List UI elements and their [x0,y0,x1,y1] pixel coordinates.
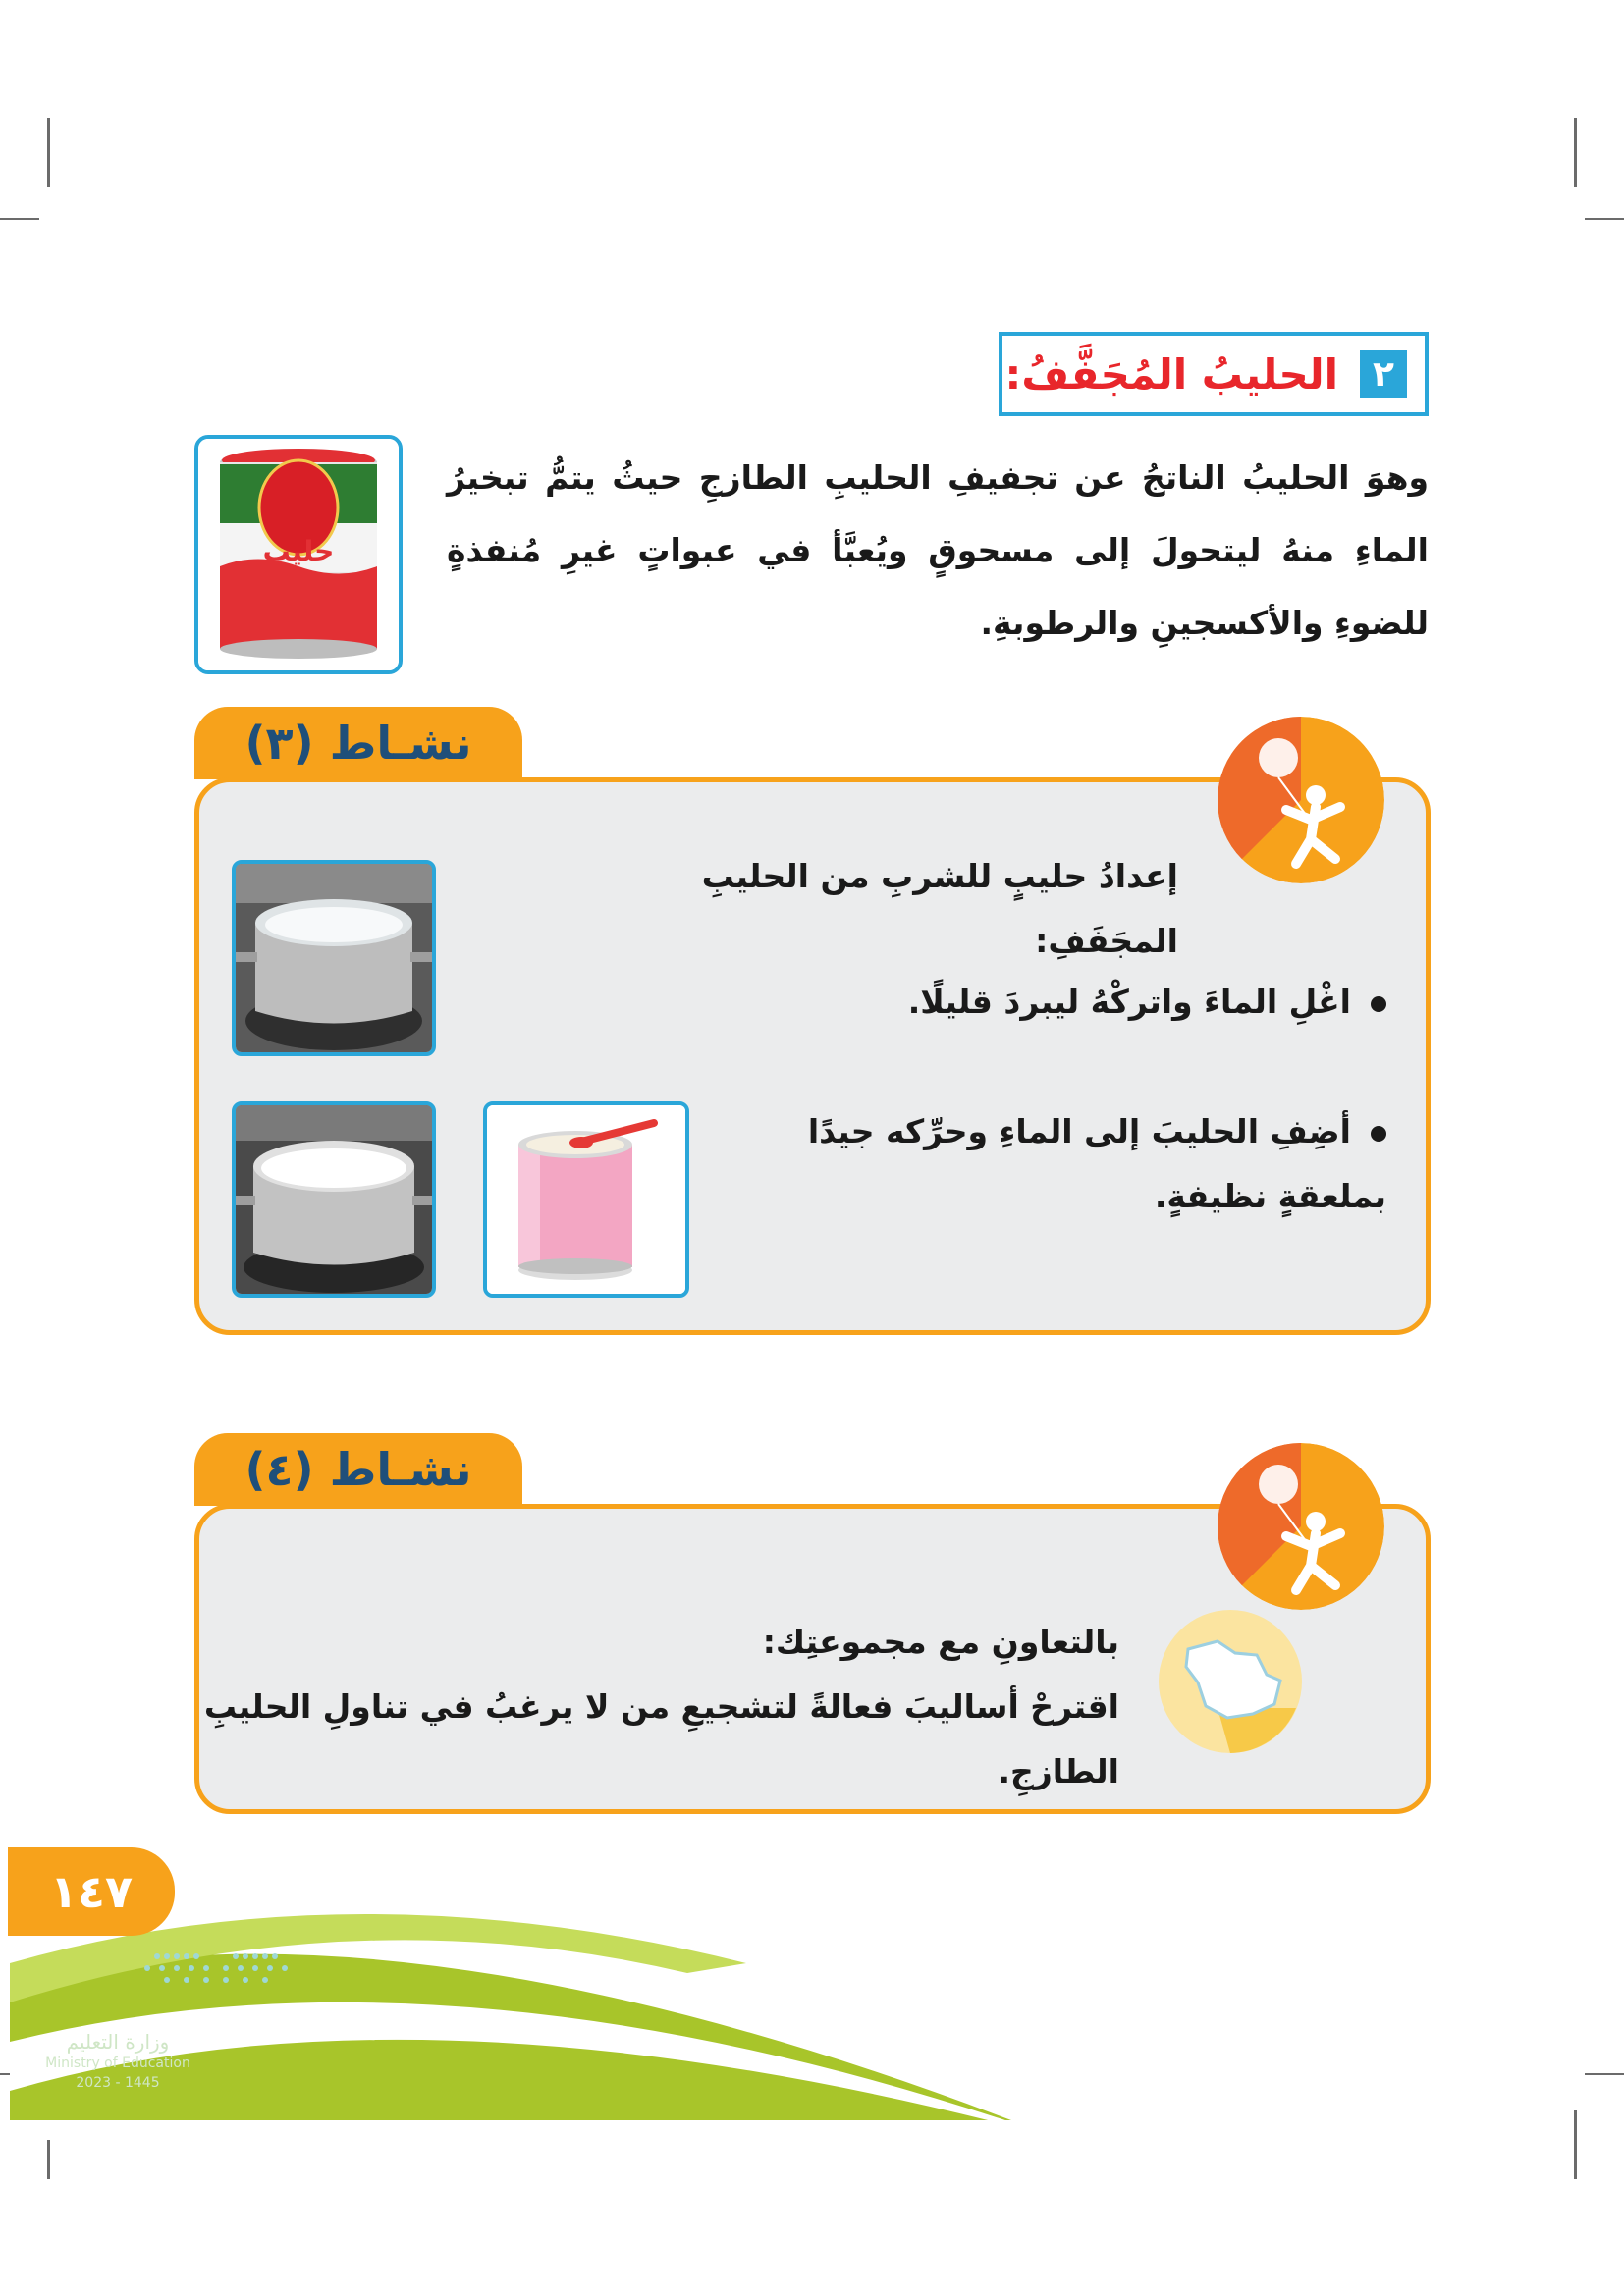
activity4-tab-label: نشـاط (٤) [244,1443,472,1496]
section-number: ٢ [1360,350,1407,398]
saudi-map-icon [1159,1610,1302,1753]
activity3-step2-text: أضِفِ الحليبَ إلى الماءِ وحرِّكه جيدًا بملعقةٍ نظيفةٍ. [807,1112,1386,1215]
milk-can-label: حليب [262,535,335,567]
ministry-name-en: Ministry of Education [45,2056,190,2071]
milk-can-image [194,435,403,674]
activity3-step1 [884,970,1386,1035]
milk-pot-photo [232,1101,436,1298]
bullet-icon [1371,1126,1386,1142]
section-heading [999,332,1429,416]
crop-mark [1574,118,1577,187]
page-number-badge [8,1847,175,1936]
activity4-line1: بالتعاونِ مع مجموعتِك: [762,1623,1119,1661]
boiling-water-pot-photo [232,860,436,1056]
edition-year: 2023 - 1445 [76,2075,160,2091]
activity3-step2 [776,1099,1386,1229]
crop-mark [1574,2110,1577,2179]
activity3-tab [194,707,522,779]
activity3-intro: إعدادُ حليبٍ للشربِ من الحليبِ المجَفَفِ: [701,857,1178,960]
activity4-line2: اقترحْ أساليبَ فعالةً لتشجيعِ من لا يرغبُ في تناولِ الحليبِ الطازجِ. [203,1687,1119,1790]
section-title: الحليبُ المُجَفَّفُ: [1004,349,1338,399]
section-paragraph: وهوَ الحليبُ الناتجُ عن تجفيفِ الحليبِ الطازجِ حيثُ يتمُّ تبخيرُ الماءِ منهُ ليتحولَ إلى مسحوقٍ ويُعبَّأ في عبواتٍ غيرِ مُنفذةٍ للضوءِ والأكسجينِ والرطوبةِ. [447,458,1429,642]
activity3-tab-label: نشـاط (٣) [244,717,472,770]
crop-mark [1585,218,1624,220]
ministry-name-ar: وزارة التعليم [66,2030,170,2054]
crop-mark [47,118,50,187]
activity4-tab [194,1433,522,1506]
activity-icon [1218,1443,1384,1610]
activity3-step1-text: اغْلِ الماءَ واتركْهُ ليبردَ قليلًا. [907,983,1351,1021]
crop-mark [0,218,39,220]
bullet-icon [1371,996,1386,1012]
milk-can-spoon-photo [483,1101,689,1298]
crop-mark [1585,2073,1624,2075]
page-number: ١٤٧ [49,1865,134,1918]
activity-icon [1218,717,1384,883]
